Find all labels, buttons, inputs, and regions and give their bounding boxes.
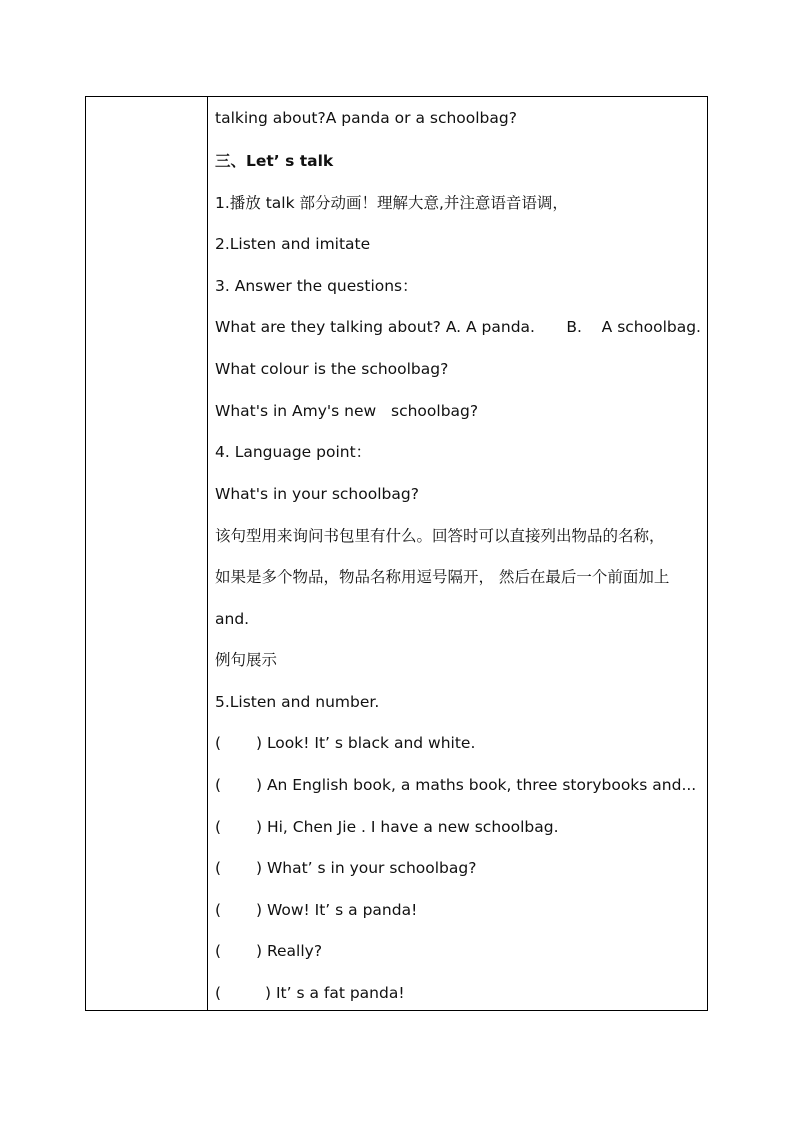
example-heading: 例句展示 <box>215 651 278 669</box>
step-2: 2.Listen and imitate <box>215 235 371 253</box>
left-column-cell <box>86 97 208 1010</box>
explanation-line-2: 如果是多个物品，物品名称用逗号隔开， 然后在最后一个前面加上 <box>215 568 670 586</box>
dialogue-item <box>215 817 701 837</box>
section-heading: 三、Let’ s talk <box>215 152 334 170</box>
answer-blank[interactable]: ( ) <box>215 901 262 919</box>
dialogue-text: What’ s in your schoolbag? <box>266 859 477 877</box>
question-2: What colour is the schoolbag? <box>215 360 449 378</box>
dialogue-text: Really? <box>266 942 323 960</box>
answer-blank[interactable]: ( ) <box>215 776 262 794</box>
explanation-line-3: and. <box>215 610 250 628</box>
question-1-option-b: B. A schoolbag. <box>566 318 701 336</box>
step-3: 3. Answer the questions： <box>215 277 418 295</box>
answer-blank[interactable]: ( ) <box>215 942 262 960</box>
dialogue-text: It’ s a fat panda! <box>275 984 405 1002</box>
question-1 <box>215 317 701 337</box>
answer-blank[interactable]: ( ) <box>215 734 262 752</box>
intro-question-line: talking about?A panda or a schoolbag? <box>215 109 517 127</box>
explanation-line-1: 该句型用来询问书包里有什么。回答时可以直接列出物品的名称， <box>215 527 665 545</box>
answer-blank[interactable]: ( ) <box>215 859 262 877</box>
dialogue-item <box>215 941 701 961</box>
dialogue-text: An English book, a maths book, three storybooks and... <box>266 776 697 794</box>
dialogue-item <box>215 858 701 878</box>
dialogue-item <box>215 775 701 795</box>
dialogue-text: Look! It’ s black and white. <box>266 734 476 752</box>
dialogue-item <box>215 900 701 920</box>
answer-blank[interactable]: ( ) <box>215 984 271 1002</box>
question-1-text: What are they talking about? <box>215 318 441 336</box>
step-1: 1.播放 talk 部分动画！理解大意,并注意语音语调， <box>215 194 568 212</box>
dialogue-text: Wow! It’ s a panda! <box>266 901 418 919</box>
answer-blank[interactable]: ( ) <box>215 818 262 836</box>
question-3: What's in Amy's new schoolbag? <box>215 402 479 420</box>
task-5-heading: 5.Listen and number. <box>215 693 380 711</box>
sentence-pattern: What's in your schoolbag? <box>215 485 419 503</box>
right-column-cell <box>208 97 707 1010</box>
dialogue-item <box>215 983 701 1003</box>
dialogue-item <box>215 733 701 753</box>
dialogue-text: Hi, Chen Jie . I have a new schoolbag. <box>266 818 559 836</box>
lesson-table <box>85 96 708 1011</box>
language-point-heading: 4. Language point： <box>215 443 372 461</box>
question-1-option-a: A. A panda. <box>445 318 535 336</box>
